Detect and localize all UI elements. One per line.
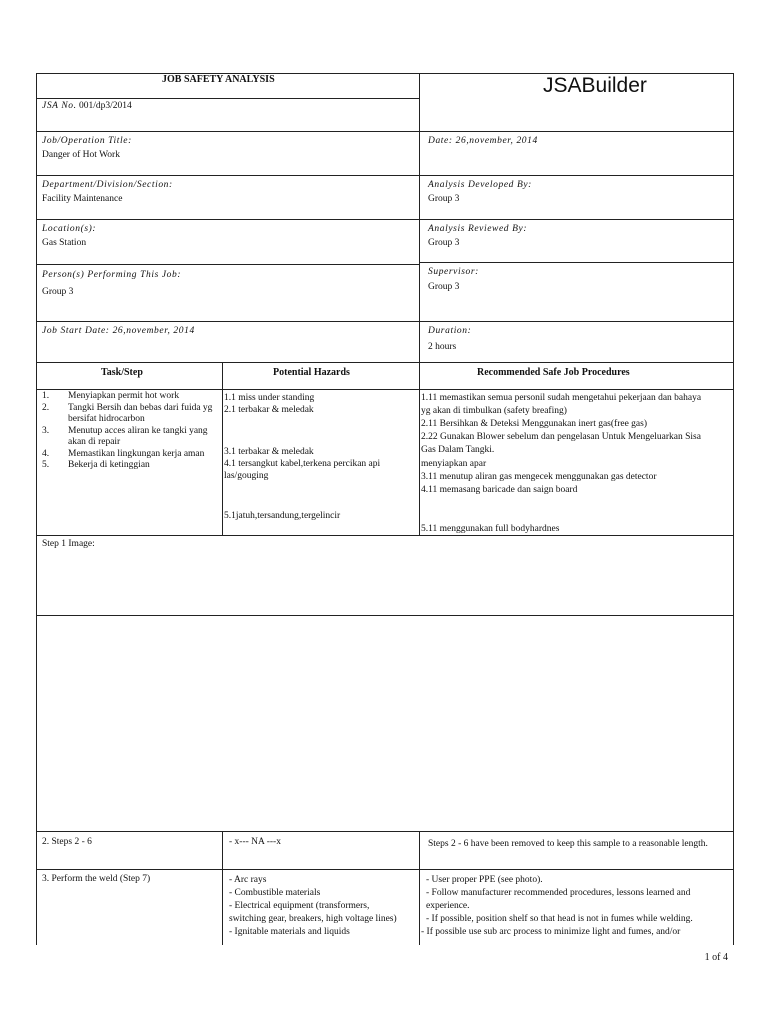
hazard-item: 2.1 terbakar & meledak — [224, 405, 314, 415]
date-value: 26,november, 2014 — [455, 136, 538, 146]
performer-label: Person(s) Performing This Job: — [42, 270, 182, 280]
rule-title — [36, 98, 420, 99]
step-number: 3. — [42, 425, 50, 436]
supervisor-value: Group 3 — [428, 282, 460, 292]
hazard-item: las/gouging — [224, 471, 269, 481]
step-text: Menutup acces aliran ke tangki yang — [68, 425, 208, 436]
step-text: Memastikan lingkungan kerja aman — [68, 448, 205, 459]
steps-2-6-task: 2. Steps 2 - 6 — [42, 837, 92, 847]
step-text-cont: akan di repair — [68, 437, 121, 447]
col-divider-4 — [419, 831, 420, 945]
list-item — [42, 403, 220, 426]
rule-4-right — [420, 262, 734, 263]
procedure-item: Gas Dalam Tangki. — [421, 445, 495, 455]
rule-3 — [36, 219, 734, 220]
step7-procedure-item: experience. — [426, 901, 470, 911]
rule-steps-2-6 — [36, 869, 734, 870]
step-number: 1. — [42, 391, 50, 401]
steps-2-6-procedure: Steps 2 - 6 have been removed to keep this sample to a reasonable length. — [428, 839, 708, 849]
procedure-item: yg akan di timbulkan (safety breafing) — [421, 406, 567, 416]
performer-value: Group 3 — [42, 287, 74, 297]
procedure-item: menyiapkan apar — [421, 459, 487, 469]
jsa-number-value: 001/dp3/2014 — [79, 101, 132, 111]
procedure-item: 1.11 memastikan semua personil sudah mengetahui pekerjaan dan bahaya — [421, 393, 702, 403]
step7-hazard-item: - Ignitable materials and liquids — [229, 927, 350, 937]
col-divider-3 — [222, 831, 223, 945]
col-divider-1 — [222, 362, 223, 535]
start-date-label: Job Start Date: — [42, 326, 110, 336]
rule-2 — [36, 175, 734, 176]
list-item — [42, 460, 220, 472]
step-text-cont: bersifat hidrocarbon — [68, 414, 145, 424]
step7-task: 3. Perform the weld (Step 7) — [42, 874, 151, 884]
location-value: Gas Station — [42, 238, 87, 248]
hazard-item: 5.1jatuh,tersandung,tergelincir — [224, 511, 341, 521]
step7-hazard-item: switching gear, breakers, high voltage lines) — [229, 914, 397, 924]
department-label: Department/Division/Section: — [42, 180, 173, 190]
developed-by-label: Analysis Developed By: — [428, 180, 532, 190]
header-potential-hazards: Potential Hazards — [273, 367, 350, 378]
developed-by-value: Group 3 — [428, 194, 460, 204]
location-label: Location(s): — [42, 224, 97, 234]
procedure-item: 3.11 menutup aliran gas mengecek menggunakan gas detector — [421, 472, 657, 482]
page-number: 1 of 4 — [704, 952, 728, 963]
hazard-item: 3.1 terbakar & meledak — [224, 447, 314, 457]
step7-hazard-item: - Combustible materials — [229, 888, 321, 898]
job-title-value: Danger of Hot Work — [42, 150, 120, 160]
step-number: 5. — [42, 460, 50, 470]
duration-label: Duration: — [428, 326, 472, 336]
hazard-item: 4.1 tersangkut kabel,terkena percikan api — [224, 459, 381, 469]
hazard-item: 1.1 miss under standing — [224, 393, 315, 403]
divider-header-middle — [419, 73, 420, 363]
reviewed-by-value: Group 3 — [428, 238, 460, 248]
task-steps-list — [42, 391, 220, 472]
form-title: JOB SAFETY ANALYSIS — [162, 74, 275, 85]
border-left — [36, 73, 37, 945]
rule-headers — [36, 389, 734, 390]
rule-4-left — [36, 264, 420, 265]
step-text: Menyiapkan permit hot work — [68, 391, 180, 401]
procedure-item: 5.11 menggunakan full bodyhardnes — [421, 524, 560, 534]
header-safe-procedures: Recommended Safe Job Procedures — [477, 367, 630, 378]
steps-2-6-hazard: - x--- NA ---x — [229, 837, 281, 847]
border-right — [733, 73, 734, 945]
list-item — [42, 449, 220, 461]
rule-table-end — [36, 535, 734, 536]
rule-6 — [36, 362, 734, 363]
department-value: Facility Maintenance — [42, 194, 123, 204]
rule-image-end — [36, 831, 734, 832]
step-number: 4. — [42, 448, 50, 459]
date-label: Date: — [428, 136, 453, 146]
step7-hazard-item: - Arc rays — [229, 875, 267, 885]
job-title-label: Job/Operation Title: — [42, 136, 132, 146]
start-date-field — [42, 325, 195, 337]
step-text: Bekerja di ketinggian — [68, 460, 150, 470]
jsa-number — [42, 100, 132, 112]
list-item — [42, 391, 220, 403]
date-field — [428, 135, 538, 147]
procedure-item: 4.11 memasang baricade dan saign board — [421, 485, 578, 495]
col-divider-2 — [419, 362, 420, 535]
list-item — [42, 426, 220, 449]
step-text: Tangki Bersih dan bebas dari fuida yg — [68, 402, 213, 413]
step7-procedure-item: - User proper PPE (see photo). — [426, 875, 543, 885]
duration-value: 2 hours — [428, 342, 457, 352]
step7-procedure-item: - If possible use sub arc process to minimize light and fumes, and/or — [421, 927, 681, 937]
rule-5 — [36, 321, 734, 322]
rule-1 — [36, 131, 734, 132]
reviewed-by-label: Analysis Reviewed By: — [428, 224, 528, 234]
step7-hazard-item: - Electrical equipment (transformers, — [229, 901, 370, 911]
step-number: 2. — [42, 402, 50, 413]
procedure-item: 2.22 Gunakan Blower sebelum dan pengelasan Untuk Mengeluarkan Sisa — [421, 432, 701, 442]
step1-image-label: Step 1 Image: — [42, 539, 95, 549]
rule-step1 — [36, 615, 734, 616]
brand-logo: JSABuilder — [543, 74, 647, 97]
start-date-value: 26,november, 2014 — [112, 326, 195, 336]
jsa-number-label: JSA No. — [42, 101, 77, 111]
supervisor-label: Supervisor: — [428, 267, 479, 277]
step7-procedure-item: - Follow manufacturer recommended procedures, lessons learned and — [426, 888, 691, 898]
step7-procedure-item: - If possible, position shelf so that head is not in fumes while welding. — [426, 914, 693, 924]
procedure-item: 2.11 Bersihkan & Deteksi Menggunakan inert gas(free gas) — [421, 419, 647, 429]
header-task-step: Task/Step — [101, 367, 143, 378]
